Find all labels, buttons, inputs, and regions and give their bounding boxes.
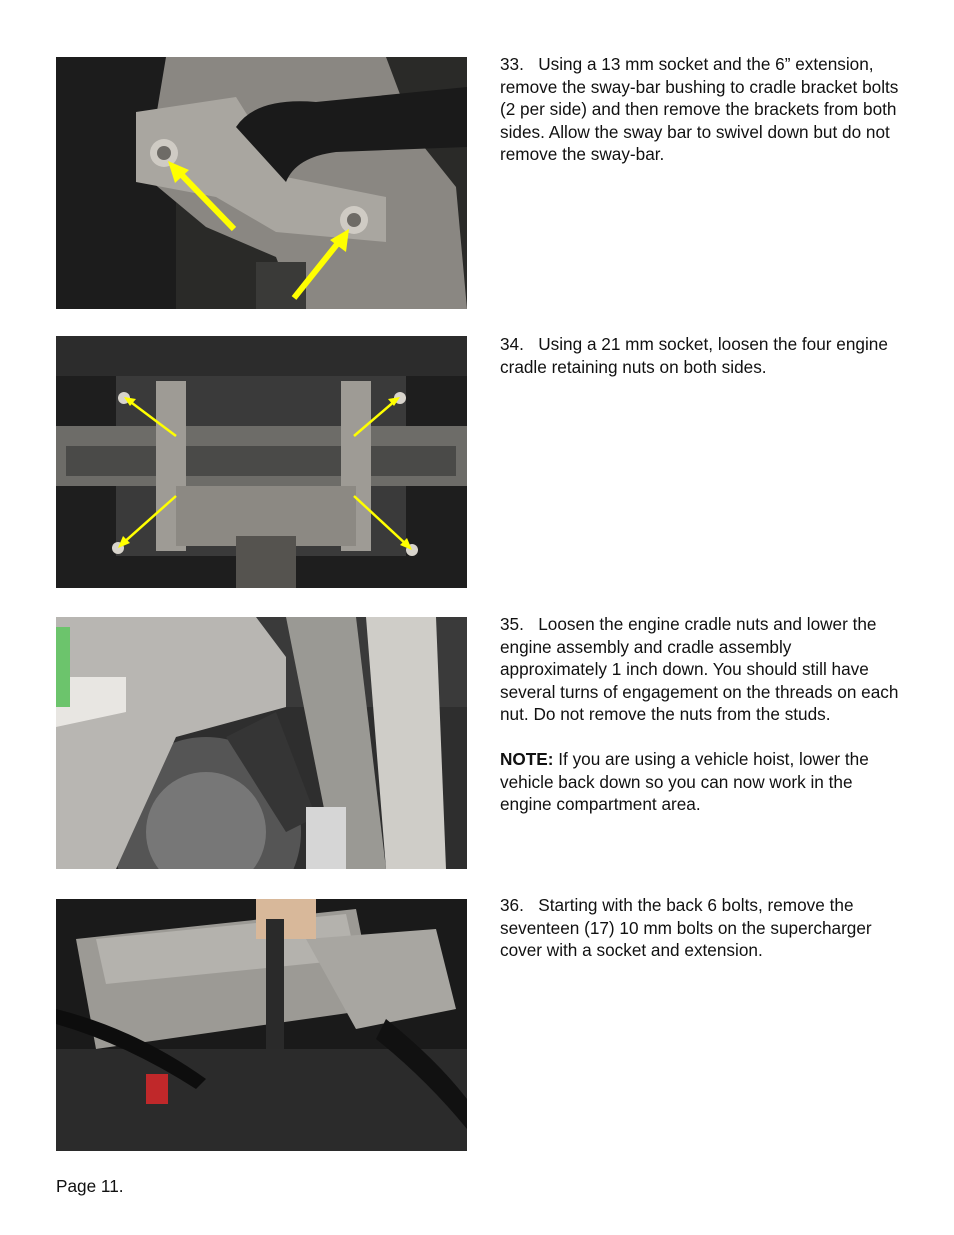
step-number: 34. <box>500 334 524 354</box>
note-text: If you are using a vehicle hoist, lower the vehicle back down so you can now work in the engine compartment area. <box>500 749 869 814</box>
step-text: Loosen the engine cradle nuts and lower the engine assembly and cradle assembly approximately 1 inch down. You should still have several turns of engagement on the threads on each nut. Do not remove the nuts from the studs. <box>500 614 899 724</box>
step-number: 36. <box>500 895 524 915</box>
step-34 <box>500 333 900 378</box>
step-text: Using a 13 mm socket and the 6” extension, remove the sway-bar bushing to cradle bracket bolts (2 per side) and then remove the brackets from both sides. Allow the sway bar to swivel down but do not remove the sway-bar. <box>500 54 899 164</box>
photo-lower-cradle <box>56 617 467 869</box>
step-35 <box>500 613 900 816</box>
page-number: Page 11. <box>56 1176 124 1196</box>
step-number: 33. <box>500 54 524 74</box>
step-text: Starting with the back 6 bolts, remove the seventeen (17) 10 mm bolts on the supercharger cover with a socket and extension. <box>500 895 872 960</box>
step-36 <box>500 894 900 962</box>
note-label: NOTE: <box>500 749 554 769</box>
photo-supercharger-cover <box>56 899 467 1151</box>
step-number: 35. <box>500 614 524 634</box>
photo-sway-bar-bracket <box>56 57 467 309</box>
step-33 <box>500 53 900 166</box>
step-text: Using a 21 mm socket, loosen the four engine cradle retaining nuts on both sides. <box>500 334 888 377</box>
photo-engine-cradle <box>56 336 467 588</box>
